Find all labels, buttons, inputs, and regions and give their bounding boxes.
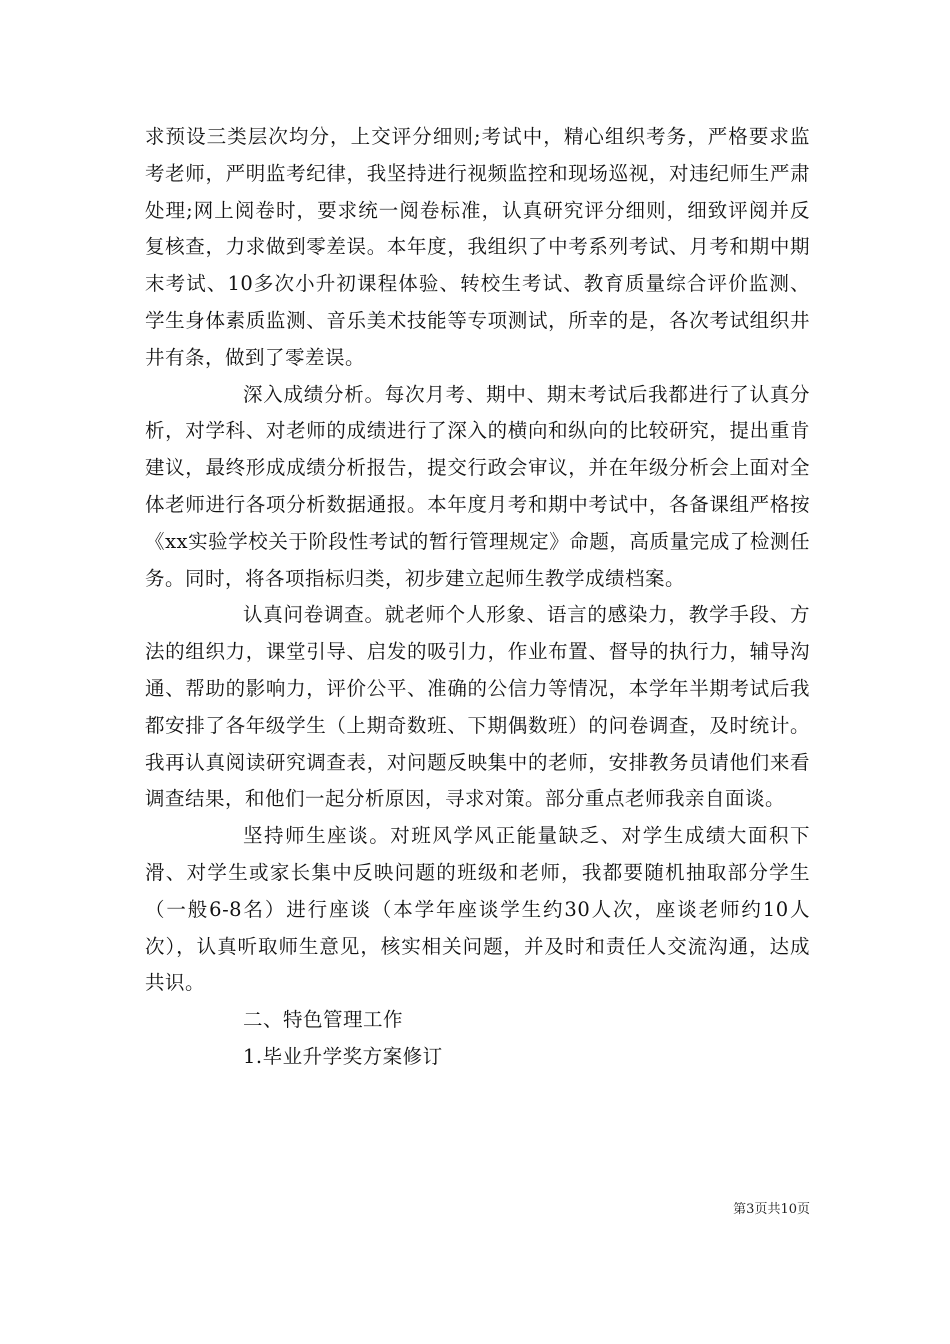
paragraph-symposium: 坚持师生座谈。对班风学风正能量缺乏、对学生成绩大面积下滑、对学生或家长集中反映问题的班级和老师，我都要随机抽取部分学生（一般6-8名）进行座谈（本学年座谈学生约30人次，座谈老师约10人次），认真听取师生意见，核实相关问题，并及时和责任人交流沟通，达成共识。 [145, 824, 810, 995]
paragraph-exam-organization: 求预设三类层次均分，上交评分细则;考试中，精心组织考务，严格要求监考老师，严明监考纪律，我坚持进行视频监控和现场巡视，对违纪师生严肃处理;网上阅卷时，要求统一阅卷标准，认真研究评分细则，细致评阅并反复核查，力求做到零差误。本年度，我组织了中考系列考试、月考和期中期末考试、10多次小升初课程体验、转校生考试、教育质量综合评价监测、学生身体素质监测、音乐美术技能等专项测试，所幸的是，各次考试组织井井有条，做到了零差误。 [145, 125, 810, 369]
paragraph-score-analysis: 深入成绩分析。每次月考、期中、期末考试后我都进行了认真分析，对学科、对老师的成绩进行了深入的横向和纵向的比较研究，提出重肯建议，最终形成成绩分析报告，提交行政会审议，并在年级分析会上面对全体老师进行各项分析数据通报。本年度月考和期中考试中，各备课组严格按《xx实验学校关于阶段性考试的暂行管理规定》命题，高质量完成了检测任务。同时，将各项指标归类，初步建立起师生教学成绩档案。 [145, 382, 810, 590]
page-number-footer: 第3页共10页 [733, 1202, 810, 1217]
paragraph-questionnaire: 认真问卷调查。就老师个人形象、语言的感染力，教学手段、方法的组织力，课堂引导、启发的吸引力，作业布置、督导的执行力，辅导沟通、帮助的影响力，评价公平、准确的公信力等情况，本学年半期考试后我都安排了各年级学生（上期奇数班、下期偶数班）的问卷调查，及时统计。我再认真阅读研究调查表，对问题反映集中的老师，安排教务员请他们来看调查结果，和他们一起分析原因，寻求对策。部分重点老师我亲自面谈。 [145, 603, 810, 811]
section-heading: 二、特色管理工作 [243, 1008, 404, 1032]
document-body [145, 119, 810, 1076]
subsection-heading: 1.毕业升学奖方案修订 [243, 1044, 443, 1068]
